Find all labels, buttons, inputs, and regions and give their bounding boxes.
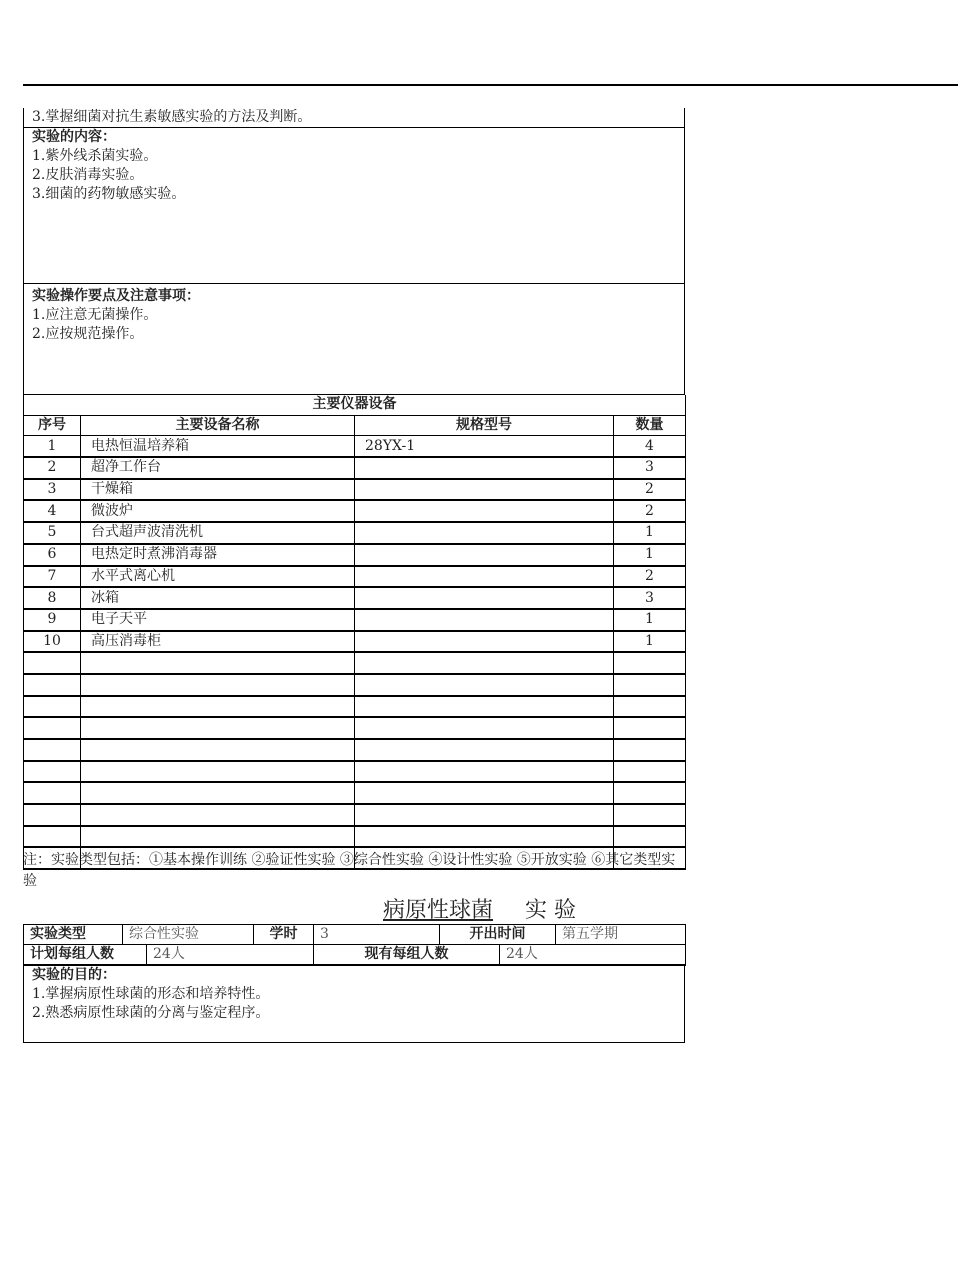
operation-item: 2.应按规范操作。 bbox=[32, 326, 144, 342]
equipment-model bbox=[355, 631, 614, 653]
equipment-model bbox=[355, 652, 614, 674]
experiment-title-suffix: 实 验 bbox=[525, 898, 577, 923]
table-row bbox=[24, 436, 686, 457]
purpose-section bbox=[23, 965, 685, 1043]
content-heading: 实验的内容： bbox=[32, 129, 116, 145]
type-value: 综合性实验 bbox=[123, 925, 254, 945]
equipment-model bbox=[355, 826, 614, 848]
equipment-model bbox=[355, 696, 614, 718]
equipment-qty bbox=[614, 674, 686, 696]
col-header-qty: 数量 bbox=[614, 415, 686, 436]
table-row bbox=[24, 522, 686, 544]
purpose-heading: 实验的目的： bbox=[32, 967, 116, 983]
header-rule bbox=[23, 84, 958, 86]
equipment-name bbox=[81, 696, 355, 718]
objective-item: 3.掌握细菌对抗生素敏感实验的方法及判断。 bbox=[32, 109, 312, 125]
empty-table-row bbox=[24, 696, 686, 718]
empty-table-row bbox=[24, 652, 686, 674]
table-row bbox=[24, 631, 686, 653]
equipment-index: 3 bbox=[24, 479, 81, 501]
equipment-model: 28YX-1 bbox=[355, 436, 614, 457]
equipment-header-row bbox=[24, 415, 686, 436]
table-row bbox=[24, 587, 686, 609]
empty-table-row bbox=[24, 739, 686, 761]
equipment-index bbox=[24, 739, 81, 761]
purpose-item: 1.掌握病原性球菌的形态和培养特性。 bbox=[32, 986, 270, 1002]
equipment-qty: 3 bbox=[614, 587, 686, 609]
empty-table-row bbox=[24, 761, 686, 783]
table-row bbox=[24, 500, 686, 522]
equipment-model bbox=[355, 609, 614, 631]
equipment-name: 水平式离心机 bbox=[81, 566, 355, 588]
equipment-qty: 2 bbox=[614, 566, 686, 588]
table-row bbox=[24, 457, 686, 479]
col-header-index: 序号 bbox=[24, 415, 81, 436]
equipment-index bbox=[24, 761, 81, 783]
equipment-title-row bbox=[24, 395, 686, 415]
equipment-index: 7 bbox=[24, 566, 81, 588]
equipment-index: 2 bbox=[24, 457, 81, 479]
equipment-qty: 1 bbox=[614, 522, 686, 544]
equipment-model bbox=[355, 500, 614, 522]
info-row-1 bbox=[24, 925, 686, 945]
objective-fragment bbox=[23, 108, 685, 128]
experiment-title-name: 病原性球菌 bbox=[383, 898, 494, 923]
equipment-qty bbox=[614, 782, 686, 804]
table-row bbox=[24, 609, 686, 631]
equipment-qty bbox=[614, 804, 686, 826]
equipment-index bbox=[24, 782, 81, 804]
equipment-qty: 1 bbox=[614, 609, 686, 631]
operation-heading: 实验操作要点及注意事项： bbox=[32, 288, 200, 304]
current-value: 24人 bbox=[500, 945, 686, 966]
equipment-qty: 3 bbox=[614, 457, 686, 479]
equipment-name: 电热定时煮沸消毒器 bbox=[81, 544, 355, 566]
equipment-qty: 1 bbox=[614, 631, 686, 653]
table-row bbox=[24, 566, 686, 588]
equipment-qty bbox=[614, 717, 686, 739]
type-label: 实验类型 bbox=[24, 925, 123, 945]
equipment-model bbox=[355, 566, 614, 588]
equipment-qty bbox=[614, 761, 686, 783]
equipment-qty: 2 bbox=[614, 479, 686, 501]
hours-label: 学时 bbox=[254, 925, 314, 945]
equipment-qty: 2 bbox=[614, 500, 686, 522]
planned-label: 计划每组人数 bbox=[24, 945, 147, 966]
experiment-type-note: 注：实验类型包括：①基本操作训练 ②验证性实验 ③综合性实验 ④设计性实验 ⑤开放实验 ⑥其它类型实验 bbox=[23, 852, 676, 889]
equipment-index bbox=[24, 804, 81, 826]
current-label: 现有每组人数 bbox=[314, 945, 500, 966]
table-row bbox=[24, 479, 686, 501]
equipment-name: 台式超声波清洗机 bbox=[81, 522, 355, 544]
equipment-model bbox=[355, 761, 614, 783]
equipment-index: 1 bbox=[24, 436, 81, 457]
content-section bbox=[23, 128, 685, 284]
equipment-index: 6 bbox=[24, 544, 81, 566]
equipment-name: 超净工作台 bbox=[81, 457, 355, 479]
equipment-name: 电子天平 bbox=[81, 609, 355, 631]
empty-table-row bbox=[24, 826, 686, 848]
equipment-name: 电热恒温培养箱 bbox=[81, 436, 355, 457]
equipment-index bbox=[24, 652, 81, 674]
equipment-model bbox=[355, 804, 614, 826]
empty-table-row bbox=[24, 782, 686, 804]
equipment-qty bbox=[614, 826, 686, 848]
equipment-table bbox=[23, 395, 686, 870]
equipment-name: 干燥箱 bbox=[81, 479, 355, 501]
planned-value: 24人 bbox=[147, 945, 314, 966]
equipment-model bbox=[355, 739, 614, 761]
content-item: 2.皮肤消毒实验。 bbox=[32, 167, 144, 183]
equipment-index: 10 bbox=[24, 631, 81, 653]
equipment-name bbox=[81, 761, 355, 783]
equipment-title: 主要仪器设备 bbox=[24, 395, 686, 415]
equipment-index: 4 bbox=[24, 500, 81, 522]
equipment-model bbox=[355, 522, 614, 544]
empty-table-row bbox=[24, 804, 686, 826]
time-value: 第五学期 bbox=[556, 925, 686, 945]
equipment-qty: 4 bbox=[614, 436, 686, 457]
equipment-index bbox=[24, 826, 81, 848]
col-header-model: 规格型号 bbox=[355, 415, 614, 436]
hours-value: 3 bbox=[314, 925, 440, 945]
equipment-index: 5 bbox=[24, 522, 81, 544]
equipment-index: 9 bbox=[24, 609, 81, 631]
equipment-name: 高压消毒柜 bbox=[81, 631, 355, 653]
equipment-qty bbox=[614, 739, 686, 761]
time-label: 开出时间 bbox=[440, 925, 556, 945]
experiment-title bbox=[383, 893, 576, 924]
empty-table-row bbox=[24, 717, 686, 739]
content-item: 1.紫外线杀菌实验。 bbox=[32, 148, 158, 164]
equipment-model bbox=[355, 717, 614, 739]
equipment-model bbox=[355, 479, 614, 501]
experiment-info-table bbox=[23, 924, 686, 966]
table-row bbox=[24, 544, 686, 566]
col-header-name: 主要设备名称 bbox=[81, 415, 355, 436]
empty-table-row bbox=[24, 674, 686, 696]
equipment-model bbox=[355, 782, 614, 804]
equipment-name bbox=[81, 652, 355, 674]
equipment-name: 微波炉 bbox=[81, 500, 355, 522]
equipment-name bbox=[81, 717, 355, 739]
operation-section bbox=[23, 284, 685, 395]
equipment-name: 冰箱 bbox=[81, 587, 355, 609]
info-row-2 bbox=[24, 945, 686, 966]
equipment-model bbox=[355, 587, 614, 609]
content-item: 3.细菌的药物敏感实验。 bbox=[32, 186, 186, 202]
equipment-index bbox=[24, 696, 81, 718]
operation-item: 1.应注意无菌操作。 bbox=[32, 307, 158, 323]
equipment-qty bbox=[614, 652, 686, 674]
purpose-item: 2.熟悉病原性球菌的分离与鉴定程序。 bbox=[32, 1005, 270, 1021]
equipment-index bbox=[24, 674, 81, 696]
equipment-model bbox=[355, 457, 614, 479]
equipment-index bbox=[24, 717, 81, 739]
equipment-model bbox=[355, 674, 614, 696]
equipment-name bbox=[81, 804, 355, 826]
equipment-name bbox=[81, 739, 355, 761]
equipment-name bbox=[81, 782, 355, 804]
equipment-qty: 1 bbox=[614, 544, 686, 566]
equipment-index: 8 bbox=[24, 587, 81, 609]
equipment-qty bbox=[614, 696, 686, 718]
equipment-model bbox=[355, 544, 614, 566]
equipment-name bbox=[81, 826, 355, 848]
equipment-name bbox=[81, 674, 355, 696]
